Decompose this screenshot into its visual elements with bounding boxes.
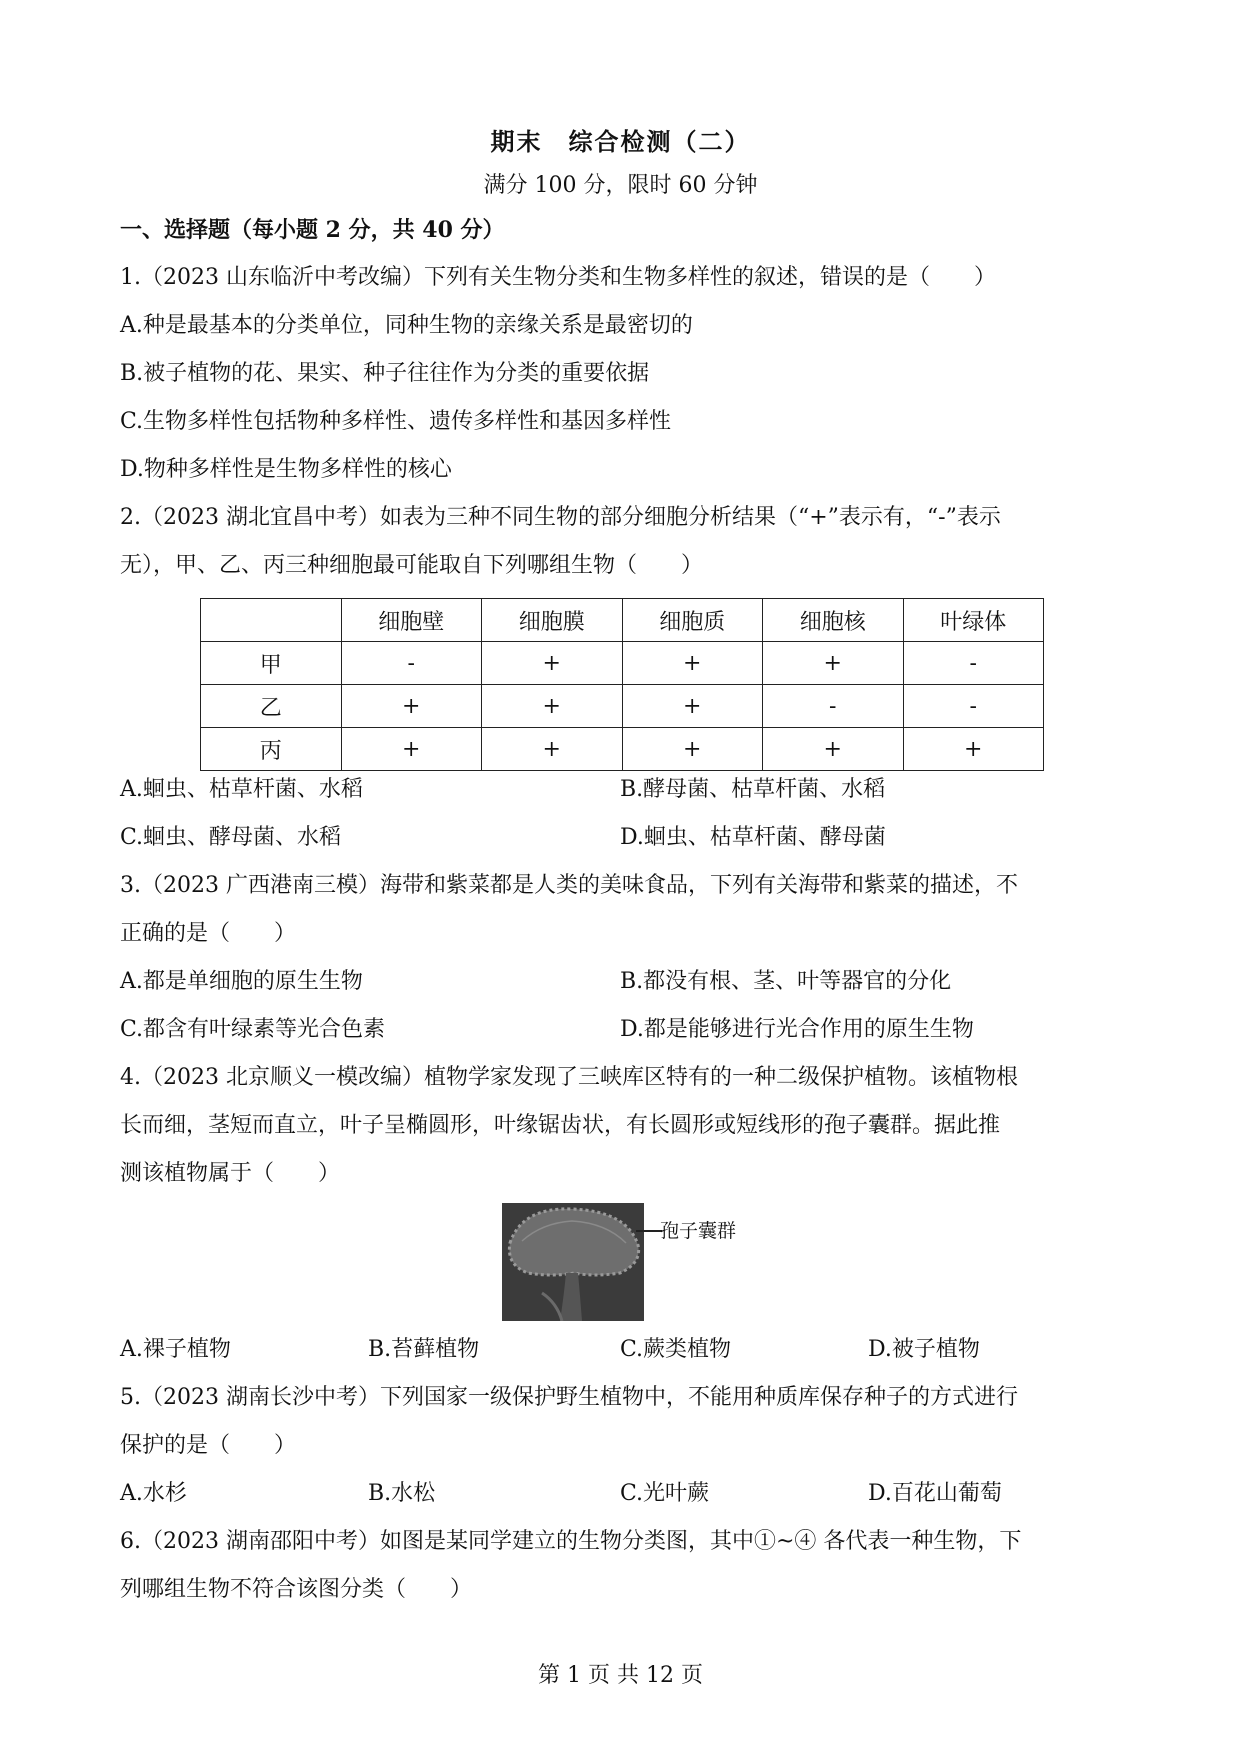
q5-option-d: D.百花山葡萄 bbox=[868, 1481, 1002, 1506]
table-cell: + bbox=[763, 642, 904, 685]
q4-option-b: B.苔藓植物 bbox=[368, 1337, 480, 1362]
q2-stem-line1: 2.（2023 湖北宜昌中考）如表为三种不同生物的部分细胞分析结果（“+”表示有，“-”表示 bbox=[120, 505, 1001, 530]
table-cell: + bbox=[763, 728, 904, 771]
q3-option-a: A.都是单细胞的原生生物 bbox=[120, 969, 363, 994]
q3-stem-line1: 3.（2023 广西港南三模）海带和紫菜都是人类的美味食品，下列有关海带和紫菜的描述，不 bbox=[120, 873, 1018, 898]
q2-option-a: A.蛔虫、枯草杆菌、水稻 bbox=[120, 777, 363, 802]
table-cell: + bbox=[622, 728, 763, 771]
q1-option-a: A.种是最基本的分类单位，同种生物的亲缘关系是最密切的 bbox=[120, 313, 693, 338]
q3-option-c: C.都含有叶绿素等光合色素 bbox=[120, 1017, 386, 1042]
q2-option-c: C.蛔虫、酵母菌、水稻 bbox=[120, 825, 342, 850]
table-row bbox=[201, 728, 1044, 771]
q1-option-d: D.物种多样性是生物多样性的核心 bbox=[120, 457, 452, 482]
q5-option-a: A.水杉 bbox=[120, 1481, 187, 1506]
q1-option-c: C.生物多样性包括物种多样性、遗传多样性和基因多样性 bbox=[120, 409, 672, 434]
q1-stem: 1.（2023 山东临沂中考改编）下列有关生物分类和生物多样性的叙述，错误的是（ ） bbox=[120, 265, 996, 290]
q4-option-a: A.裸子植物 bbox=[120, 1337, 231, 1362]
table-header-cell: 细胞核 bbox=[763, 599, 904, 642]
q5-stem-line1: 5.（2023 湖南长沙中考）下列国家一级保护野生植物中，不能用种质库保存种子的方式进行 bbox=[120, 1385, 1018, 1410]
section-heading: 一、选择题（每小题 2 分，共 40 分） bbox=[120, 217, 505, 243]
fern-leaf-photo bbox=[502, 1203, 644, 1321]
table-cell: + bbox=[341, 685, 482, 728]
q3-stem-line2: 正确的是（ ） bbox=[120, 921, 297, 946]
q4-stem-line2: 长而细，茎短而直立，叶子呈椭圆形，叶缘锯齿状，有长圆形或短线形的孢子囊群。据此推 bbox=[120, 1113, 1001, 1138]
q4-option-c: C.蕨类植物 bbox=[620, 1337, 732, 1362]
table-cell: 甲 bbox=[201, 642, 342, 685]
q6-stem-line2: 列哪组生物不符合该图分类（ ） bbox=[120, 1577, 473, 1602]
table-header-cell bbox=[201, 599, 342, 642]
table-header-cell: 叶绿体 bbox=[903, 599, 1044, 642]
table-cell: + bbox=[341, 728, 482, 771]
q4-stem-line1: 4.（2023 北京顺义一模改编）植物学家发现了三峡库区特有的一种二级保护植物。该植物根 bbox=[120, 1065, 1018, 1090]
page-footer: 第 1 页 共 12 页 bbox=[538, 1663, 703, 1688]
table-cell: + bbox=[482, 728, 623, 771]
q4-stem-line3: 测该植物属于（ ） bbox=[120, 1161, 341, 1186]
table-cell: + bbox=[482, 642, 623, 685]
q1-option-b: B.被子植物的花、果实、种子往往作为分类的重要依据 bbox=[120, 361, 650, 386]
table-header-cell: 细胞壁 bbox=[341, 599, 482, 642]
table-cell: + bbox=[903, 728, 1044, 771]
table-row bbox=[201, 642, 1044, 685]
table-cell: - bbox=[903, 642, 1044, 685]
q3-option-d: D.都是能够进行光合作用的原生生物 bbox=[620, 1017, 974, 1042]
q5-option-b: B.水松 bbox=[368, 1481, 436, 1506]
page-title: 期末 综合检测（二） bbox=[490, 127, 751, 156]
table-cell: - bbox=[763, 685, 904, 728]
table-cell: 乙 bbox=[201, 685, 342, 728]
table-cell: + bbox=[622, 642, 763, 685]
q3-option-b: B.都没有根、茎、叶等器官的分化 bbox=[620, 969, 952, 994]
table-cell: 丙 bbox=[201, 728, 342, 771]
table-cell: - bbox=[903, 685, 1044, 728]
q2-option-b: B.酵母菌、枯草杆菌、水稻 bbox=[620, 777, 886, 802]
table-row bbox=[201, 685, 1044, 728]
figure-label: 孢子囊群 bbox=[660, 1220, 737, 1242]
q6-stem-line1: 6.（2023 湖南邵阳中考）如图是某同学建立的生物分类图，其中①~④ 各代表一种生物，下 bbox=[120, 1529, 1022, 1554]
q5-option-c: C.光叶蕨 bbox=[620, 1481, 710, 1506]
table-cell: + bbox=[622, 685, 763, 728]
page-subtitle: 满分 100 分，限时 60 分钟 bbox=[483, 173, 758, 198]
table-cell: - bbox=[341, 642, 482, 685]
q2-option-d: D.蛔虫、枯草杆菌、酵母菌 bbox=[620, 825, 886, 850]
table-header-cell: 细胞膜 bbox=[482, 599, 623, 642]
q5-stem-line2: 保护的是（ ） bbox=[120, 1433, 297, 1458]
table-header-cell: 细胞质 bbox=[622, 599, 763, 642]
table-header-row bbox=[201, 599, 1044, 642]
figure-leader-line bbox=[636, 1230, 662, 1232]
cell-analysis-table bbox=[200, 598, 1044, 771]
q4-option-d: D.被子植物 bbox=[868, 1337, 980, 1362]
table-cell: + bbox=[482, 685, 623, 728]
q2-stem-line2: 无），甲、乙、丙三种细胞最可能取自下列哪组生物（ ） bbox=[120, 553, 704, 578]
fern-leaf-illustration bbox=[502, 1203, 644, 1321]
